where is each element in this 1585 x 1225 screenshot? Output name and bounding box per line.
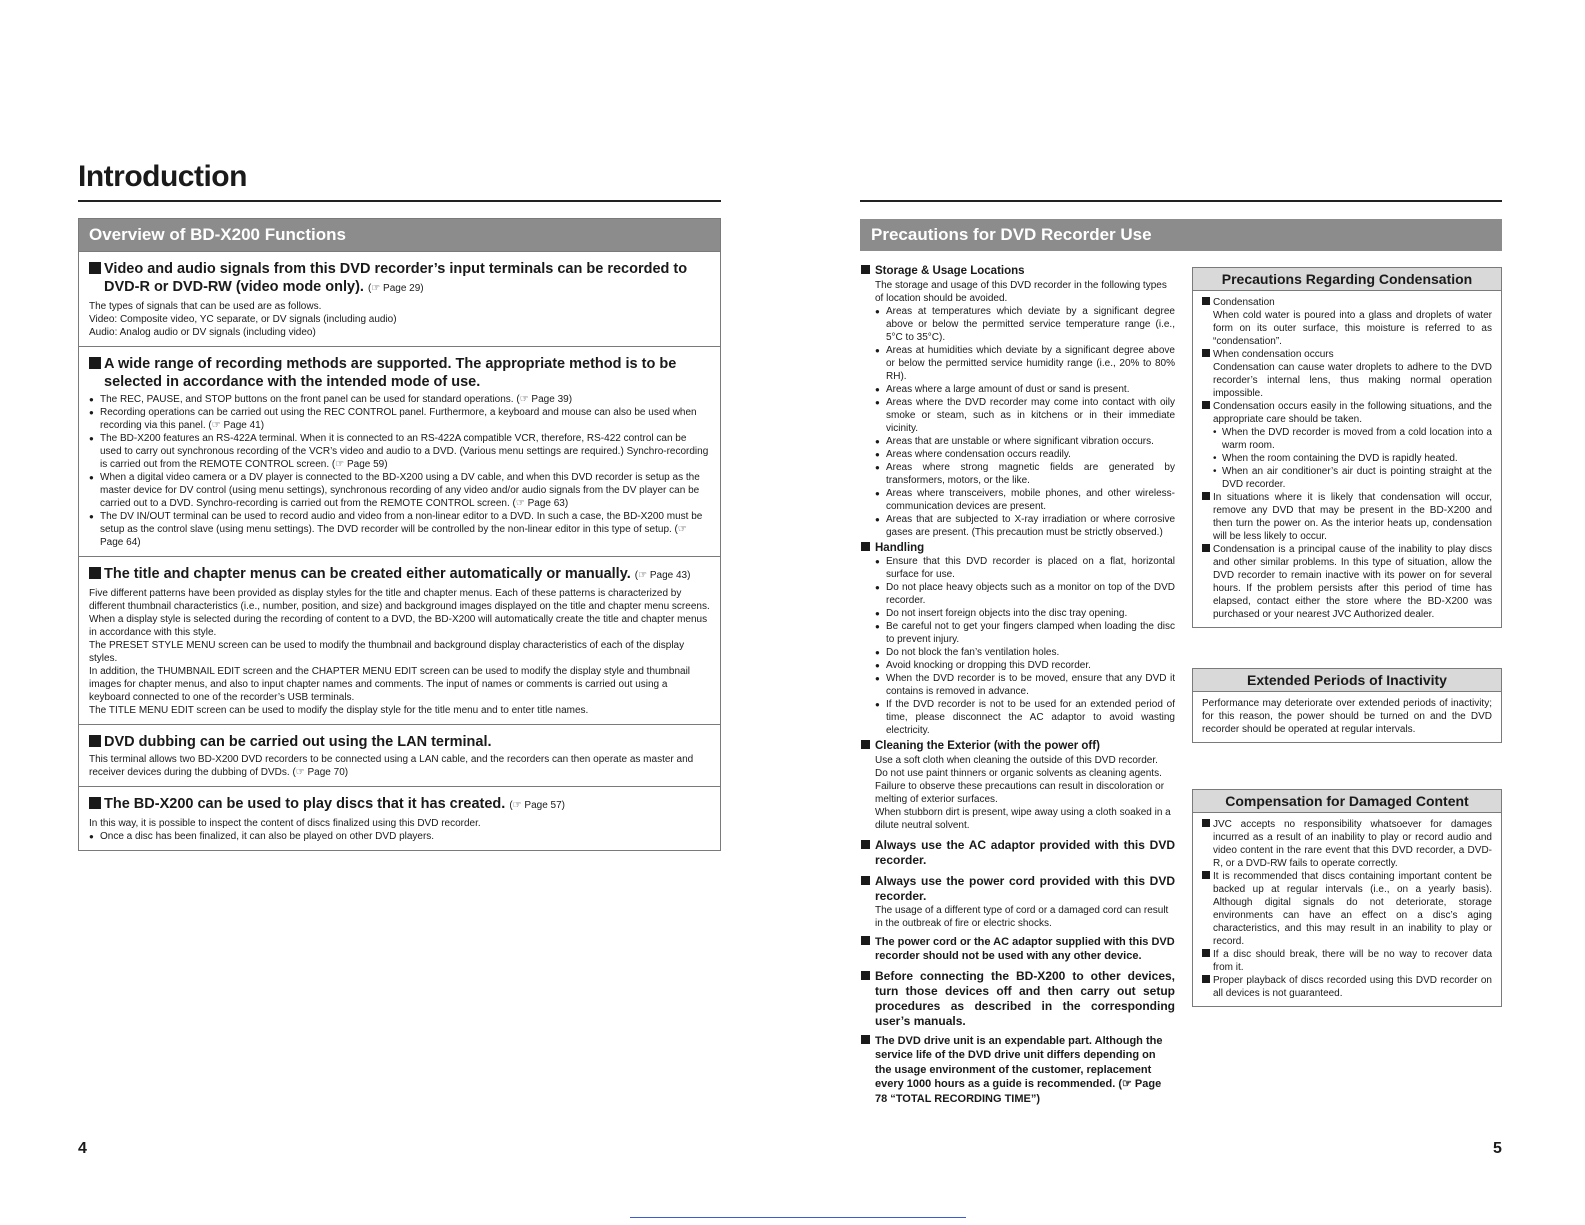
condensation-situation: • When the DVD recorder is moved from a cold location into a warm room. — [1202, 426, 1492, 452]
cleaning-text: Do not use paint thinners or organic solvents as cleaning agents. — [875, 767, 1162, 779]
compensation-box — [1192, 789, 1502, 1007]
bullet-item: ● Once a disc has been finalized, it can also be played on other DVD players. — [89, 830, 710, 843]
body-line: This terminal allows two BD-X200 DVD recorders to be connected using a LAN cable, and the recorders can then operate as master and receiver devices during the dubbing of DVDs. (☞ Page 70) — [89, 754, 694, 778]
handling-heading: Handling — [861, 541, 1175, 556]
storage-bullet: ● Areas where a large amount of dust or sand is present. — [861, 383, 1175, 396]
precautions-header: Precautions for DVD Recorder Use — [860, 219, 1502, 251]
bullet-item: ● The REC, PAUSE, and STOP buttons on the front panel can be used for standard operations. (☞ Page 39) — [89, 393, 710, 406]
title-rule-left — [78, 200, 721, 202]
square-bullet-icon — [89, 262, 101, 274]
section-lan-dubbing — [79, 724, 720, 786]
cleaning-text: Use a soft cloth when cleaning the outside of this DVD recorder. — [875, 754, 1158, 766]
overview-panel — [78, 218, 721, 851]
section-title: Video and audio signals from this DVD recorder’s input terminals can be recorded to DVD-R or DVD-RW (video mode only). (☞ Page 29) — [89, 260, 710, 298]
compensation-item: It is recommended that discs containing important content be backed up at regular intervals (i.e., on a yearly basis). Although digital signals do not deteriorate, storage environments can have an effect on a disc’s aging characteristics, and this may result in an inability to play or record. — [1202, 870, 1492, 948]
condensation-item-heading: Condensation — [1202, 296, 1492, 309]
section-recording-methods — [79, 346, 720, 556]
cleaning-heading: Cleaning the Exterior (with the power off) — [861, 739, 1175, 754]
handling-bullet: ● Do not insert foreign objects into the disc tray opening. — [861, 607, 1175, 620]
handling-bullet: ● Avoid knocking or dropping this DVD recorder. — [861, 659, 1175, 672]
bullet-item: ● When a digital video camera or a DV player is connected to the BD-X200 using a DV cable, and when this DVD recorder is setup as the master device for DV control (using menu settings), synchronous recording of any video and/or audio signals from the DV player can be carried out to a DVD. Synchro-recording is carried out from the REMOTE CONTROL screen. (☞ Page 63) — [89, 471, 710, 510]
body-line: In addition, the THUMBNAIL EDIT screen and the CHAPTER MENU EDIT screen can be used to modify the display style and thumbnail images for chapter menus, and also to input chapter names and comments. The input of names or comments is carried out using a keyboard connected to one of the recorder’s USB terminals. — [89, 666, 691, 703]
handling-bullet: ● Do not place heavy objects such as a monitor on top of the DVD recorder. — [861, 581, 1175, 607]
square-bullet-icon — [861, 936, 870, 945]
power-cord-text: The usage of a different type of cord or a damaged cord can result in the outbreak of fire or electric shocks. — [875, 904, 1169, 929]
bullet-item: ● The BD-X200 features an RS-422A terminal. When it is connected to an RS-422A compatible VCR, therefore, RS-422 control can be used to carry out synchronous recording of the VCR’s video and audio to a DVD. (Various menu settings are required.) Synchro-recording is carried out from the REMOTE CONTROL screen. (☞ Page 59) — [89, 432, 710, 471]
page-ref: (☞ Page 43) — [634, 570, 691, 581]
square-bullet-icon — [861, 840, 870, 849]
storage-bullet: ● Areas where condensation occurs readily. — [861, 448, 1175, 461]
square-bullet-icon — [861, 876, 870, 885]
condensation-box-title: Precautions Regarding Condensation — [1193, 268, 1501, 291]
cleaning-text: When stubborn dirt is present, wipe away using a cloth soaked in a dilute neutral solvent. — [875, 806, 1171, 831]
square-bullet-icon — [861, 1035, 870, 1044]
precautions-column — [861, 262, 1175, 1106]
square-bullet-icon — [89, 567, 101, 579]
handling-bullet: ● If the DVD recorder is not to be used for an extended period of time, please disconnect the AC adaptor to avoid wasting electricity. — [861, 698, 1175, 737]
condensation-situation: • When an air conditioner’s air duct is pointing straight at the DVD recorder. — [1202, 465, 1492, 491]
condensation-item: In situations where it is likely that condensation will occur, remove any DVD that may be present in the BD-X200 and then turn the power on. As the interior heats up, condensation will be less likely to occur. — [1202, 491, 1492, 543]
body-line: The PRESET STYLE MENU screen can be used to modify the thumbnail and background display characteristics of each of the display styles. — [89, 640, 685, 664]
body-line: The TITLE MENU EDIT screen can be used to modify the display style for the title menu and to enter title names. — [89, 705, 589, 716]
handling-bullet: ● Do not block the fan’s ventilation holes. — [861, 646, 1175, 659]
before-connecting-heading: Before connecting the BD-X200 to other devices, turn those devices off and then carry out setup procedures as described in the corresponding user’s manuals. — [861, 969, 1175, 1029]
cleaning-text: Failure to observe these precautions can result in discoloration or melting of exterior surfaces. — [875, 780, 1165, 805]
square-bullet-icon — [861, 971, 870, 980]
ac-adaptor-heading: Always use the AC adaptor provided with this DVD recorder. — [861, 838, 1175, 868]
compensation-item: If a disc should break, there will be no way to recover data from it. — [1202, 948, 1492, 974]
bullet-item: ● Recording operations can be carried out using the REC CONTROL panel. Furthermore, a keyboard and mouse can also be used when recording via this panel. (☞ Page 41) — [89, 406, 710, 432]
bullet-item: ● The DV IN/OUT terminal can be used to record audio and video from a non-linear editor to a DVD. In such a case, the BD-X200 must be setup as the control slave (using menu settings). The DVD recorder will be controlled by the non-linear editor in this type of setup. (☞ Page 64) — [89, 510, 710, 549]
storage-intro: The storage and usage of this DVD recorder in the following types of location should be avoided. — [875, 279, 1167, 304]
storage-heading: Storage & Usage Locations — [861, 264, 1175, 279]
square-bullet-icon — [861, 265, 870, 274]
body-line: Audio: Analog audio or DV signals (including video) — [89, 327, 316, 338]
square-bullet-icon — [861, 740, 870, 749]
square-bullet-icon — [861, 542, 870, 551]
section-playback — [79, 786, 720, 850]
body-line: When a display style is selected during the recording of content to a DVD, the BD-X200 will automatically create the title and chapter menus in accordance with this style. — [89, 614, 708, 638]
section-title: DVD dubbing can be carried out using the LAN terminal. — [89, 733, 710, 751]
body-line: In this way, it is possible to inspect the content of discs finalized using this DVD recorder. — [89, 818, 481, 829]
footer-divider — [630, 1217, 966, 1218]
square-bullet-icon — [89, 735, 101, 747]
section-title: The title and chapter menus can be created either automatically or manually. (☞ Page 43) — [89, 565, 710, 585]
inactivity-box-title: Extended Periods of Inactivity — [1193, 669, 1501, 692]
body-line: Five different patterns have been provided as display styles for the title and chapter menus. Each of these patterns is characterized by different thumbnail characteristics (i.e., number, position, and size) and background images displayed on the title and chapter menu screens. — [89, 588, 710, 612]
condensation-item-text: When cold water is poured into a glass and droplets of water form on its outer surface, this moisture is referred to as “condensation”. — [1213, 310, 1492, 347]
square-bullet-icon — [89, 797, 101, 809]
section-title: A wide range of recording methods are supported. The appropriate method is to be selected in accordance with the intended mode of use. — [89, 355, 710, 391]
overview-header: Overview of BD-X200 Functions — [79, 219, 720, 251]
page-ref: (☞ Page 57) — [509, 800, 565, 811]
condensation-item-heading: When condensation occurs — [1202, 348, 1492, 361]
title-rule-right — [860, 200, 1502, 202]
storage-bullet: ● Areas at humidities which deviate by a significant degree above or below the permitted service humidity range (i.e., 20% to 80% RH). — [861, 344, 1175, 383]
compensation-item: Proper playback of discs recorded using this DVD recorder on all devices is not guaranteed. — [1202, 974, 1492, 1000]
storage-bullet: ● Areas that are unstable or where significant vibration occurs. — [861, 435, 1175, 448]
storage-bullet: ● Areas where strong magnetic fields are generated by transformers, motors, or the like. — [861, 461, 1175, 487]
section-title: The BD-X200 can be used to play discs that it has created. (☞ Page 57) — [89, 795, 710, 815]
body-line: Video: Composite video, YC separate, or DV signals (including audio) — [89, 314, 397, 325]
inactivity-box — [1192, 668, 1502, 743]
page-title: Introduction — [78, 160, 247, 193]
condensation-item-heading: Condensation occurs easily in the following situations, and the appropriate care should be taken. — [1202, 400, 1492, 426]
compensation-box-title: Compensation for Damaged Content — [1193, 790, 1501, 813]
drive-unit-heading: The DVD drive unit is an expendable part. Although the service life of the DVD drive unit differs depending on the usage environment of the customer, replacement every 1000 hours as a guide is recommended. (☞ Page 78 “TOTAL RECORDING TIME”) — [861, 1034, 1175, 1107]
condensation-item-text: Condensation can cause water droplets to adhere to the DVD recorder’s internal lens, thus making normal operation impossible. — [1213, 362, 1492, 399]
square-bullet-icon — [89, 357, 101, 369]
page-ref: (☞ Page 29) — [367, 283, 424, 294]
compensation-item: JVC accepts no responsibility whatsoever for damages incurred as a result of an inability to play or record audio and video content in the rare event that this DVD recorder, a DVD-R, or a DVD-RW fails to operate correctly. — [1202, 818, 1492, 870]
body-line: The types of signals that can be used are as follows. — [89, 301, 322, 312]
handling-bullet: ● Ensure that this DVD recorder is placed on a flat, horizontal surface for use. — [861, 555, 1175, 581]
condensation-item: Condensation is a principal cause of the inability to play discs and other similar problems. In this type of situation, allow the DVD recorder to remain inactive with its power on for several hours. If the problem persists after this period of time has elapsed, contact either the store where the BD-X200 was purchased or your nearest JVC Authorized dealer. — [1202, 543, 1492, 621]
inactivity-text: Performance may deteriorate over extended periods of inactivity; for this reason, the power should be turned on and the DVD recorder should be operated at regular intervals. — [1202, 698, 1492, 735]
condensation-box — [1192, 267, 1502, 628]
storage-bullet: ● Areas that are subjected to X-ray irradiation or where corrosive gases are present. (This precaution must be strictly observed.) — [861, 513, 1175, 539]
condensation-situation: • When the room containing the DVD is rapidly heated. — [1202, 452, 1492, 465]
storage-bullet: ● Areas where the DVD recorder may come into contact with oily smoke or steam, such as in kitchens or in their immediate vicinity. — [861, 396, 1175, 435]
storage-bullet: ● Areas where transceivers, mobile phones, and other wireless-communication devices are present. — [861, 487, 1175, 513]
section-menus — [79, 556, 720, 724]
power-cord-warning: The power cord or the AC adaptor supplied with this DVD recorder should not be used with any other device. — [861, 935, 1175, 964]
power-cord-heading: Always use the power cord provided with this DVD recorder. — [861, 874, 1175, 904]
section-input-signals — [79, 251, 720, 346]
handling-bullet: ● Be careful not to get your fingers clamped when loading the disc to prevent injury. — [861, 620, 1175, 646]
page-number-right: 5 — [1493, 1140, 1502, 1157]
storage-bullet: ● Areas at temperatures which deviate by a significant degree above or below the permitted service temperature range (i.e., 5°C to 35°C). — [861, 305, 1175, 344]
handling-bullet: ● When the DVD recorder is to be moved, ensure that any DVD it contains is removed in advance. — [861, 672, 1175, 698]
page-number-left: 4 — [78, 1140, 87, 1157]
